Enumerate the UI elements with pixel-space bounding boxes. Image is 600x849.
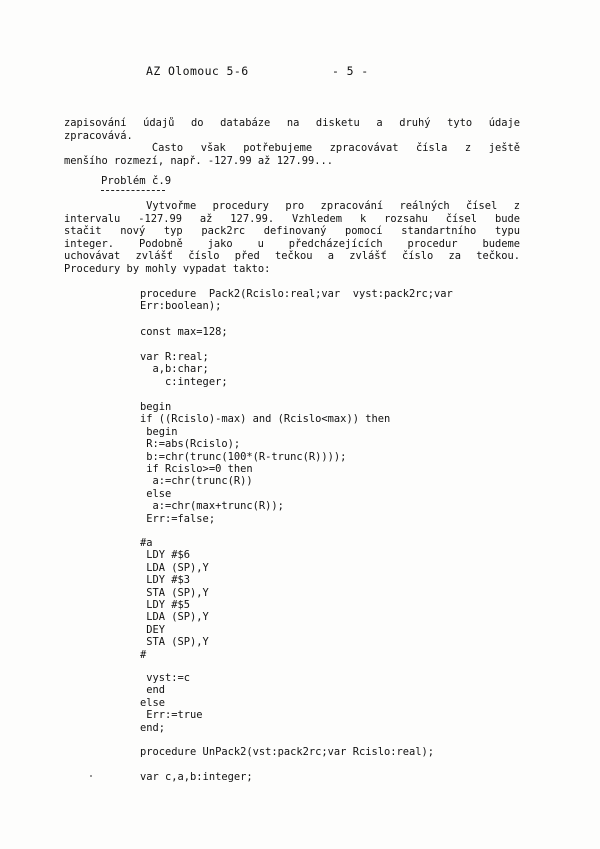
scan-speck <box>90 775 92 777</box>
code-block-begin <box>140 401 390 525</box>
text-line: menšího rozmezí, např. -127.99 až 127.99... <box>64 154 333 167</box>
running-header: AZ Olomouc 5-6 <box>146 64 249 78</box>
page-number: - 5 - <box>332 64 369 78</box>
code-line: var c,a,b:integer; <box>140 771 253 783</box>
code-line: if Rcislo>=0 then <box>140 462 253 475</box>
code-line: DEY <box>140 623 166 636</box>
code-line: end; <box>140 721 166 734</box>
text-line: stačit nový typ pack2rc definovaný pomocí standartního typu <box>64 225 520 238</box>
code-line: if ((Rcislo)-max) and (Rcislo<max)) then <box>140 413 391 426</box>
section-heading: Problém č.9 <box>101 175 172 187</box>
code-line: a:=chr(max+trunc(R)); <box>140 500 284 513</box>
code-line: Err:boolean); <box>140 300 222 313</box>
text-line: intervalu -127.99 až 127.99. Vzhledem k rozsahu čísel bude <box>64 212 520 225</box>
code-line: c:integer; <box>140 375 228 388</box>
code-line: # <box>140 648 147 661</box>
code-line: end <box>140 684 166 697</box>
code-line: else <box>140 487 172 500</box>
code-block-unpack2-header <box>140 746 434 758</box>
code-block-var <box>140 351 228 388</box>
code-line: a:=chr(trunc(R)) <box>140 475 253 488</box>
code-line: b:=chr(trunc(100*(R-trunc(R)))); <box>140 450 347 463</box>
code-line: procedure UnPack2(vst:pack2rc;var Rcislo:real); <box>140 746 435 758</box>
intro-paragraph <box>64 117 520 167</box>
code-line: procedure Pack2(Rcislo:real;var vyst:pack2rc;var <box>140 288 453 300</box>
text-line: integer. Podobně jako u předcházejících procedur budeme <box>64 237 520 250</box>
code-line: a,b:char; <box>140 363 209 376</box>
text-line: Často však potřebujeme zpracovávat čísla z ještě <box>64 142 520 155</box>
code-block-pack2-header <box>140 288 453 313</box>
code-line: begin <box>140 401 172 413</box>
text-line: Vytvořme procedury pro zpracování reálných čísel z <box>64 200 520 212</box>
text-line: Procedury by mohly vypadat takto: <box>64 262 271 275</box>
code-line: LDY #$5 <box>140 598 191 611</box>
code-line: var R:real; <box>140 351 209 363</box>
code-line: R:=abs(Rcislo); <box>140 438 241 451</box>
heading-underline <box>101 190 165 191</box>
code-line: else <box>140 696 166 709</box>
code-line: Err:=false; <box>140 512 216 525</box>
body-paragraph <box>64 200 520 276</box>
code-line: LDY #$6 <box>140 549 191 562</box>
code-line: LDA (SP),Y <box>140 611 209 624</box>
code-line: #a <box>140 537 153 549</box>
text-line: zpracovává. <box>64 129 133 142</box>
code-block-unpack2-var <box>140 771 253 783</box>
code-block-const <box>140 326 228 338</box>
code-block-assembler <box>140 537 209 661</box>
code-line: const max=128; <box>140 326 228 338</box>
code-line: STA (SP),Y <box>140 586 209 599</box>
text-line: uchovávat zvlášť číslo před tečkou a zvlášť číslo za tečkou. <box>64 250 520 263</box>
code-line: LDA (SP),Y <box>140 561 209 574</box>
code-line: vyst:=c <box>140 672 191 684</box>
code-line: Err:=true <box>140 709 203 722</box>
text-line: zapisování údajů do databáze na disketu a druhý tyto údaje <box>64 117 520 129</box>
code-line: STA (SP),Y <box>140 636 209 649</box>
code-line: LDY #$3 <box>140 574 191 587</box>
code-block-end <box>140 672 203 734</box>
code-line: begin <box>140 425 178 438</box>
